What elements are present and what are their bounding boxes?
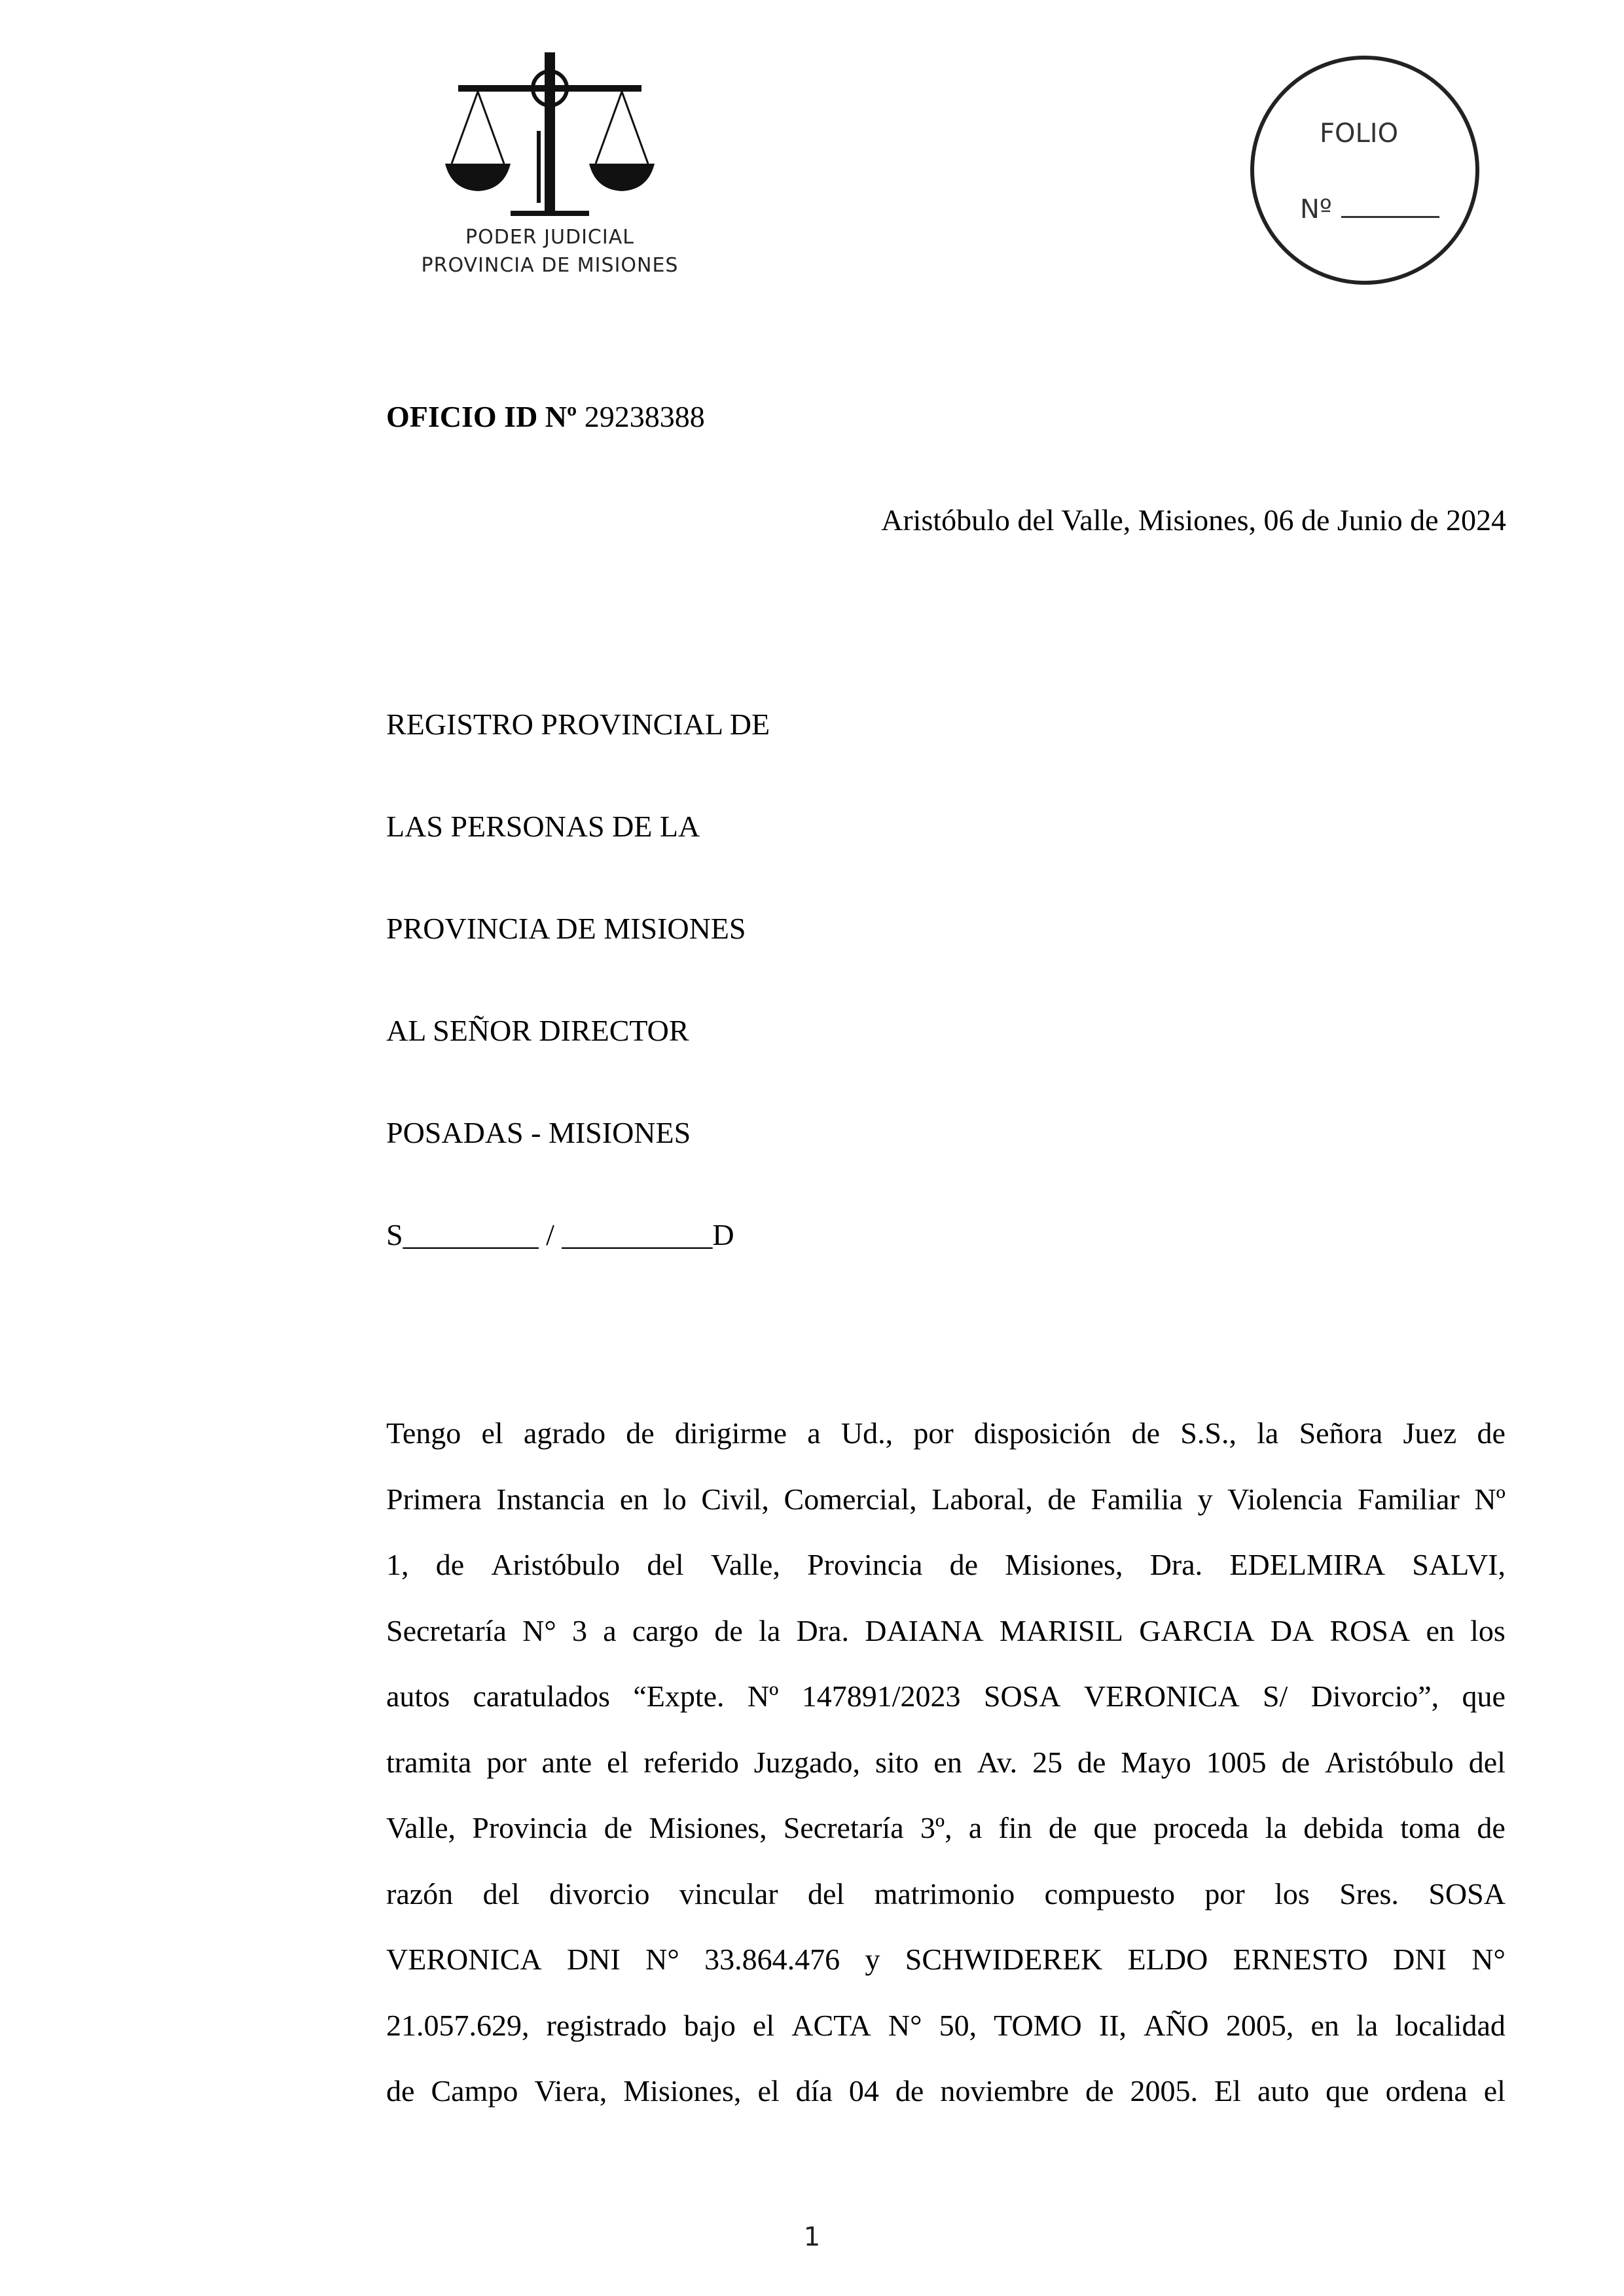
body-line: de Campo Viera, Misiones, el día 04 de noviembre de 2005. El auto que ordena el — [386, 2074, 1506, 2108]
address-line: POSADAS - MISIONES — [386, 1116, 691, 1149]
body-line: VERONICA DNI N° 33.864.476 y SCHWIDEREK ELDO ERNESTO DNI N° — [386, 1943, 1506, 1976]
body-line: 21.057.629, registrado bajo el ACTA N° 50, TOMO II, AÑO 2005, en la localidad — [386, 2008, 1506, 2042]
oficio-id — [386, 399, 705, 434]
body-line: autos caratulados “Expte. Nº 147891/2023 SOSA VERONICA S/ Divorcio”, que — [386, 1679, 1506, 1713]
body-paragraph — [386, 1414, 1506, 2138]
address-line: LAS PERSONAS DE LA — [386, 810, 700, 843]
body-line: 1, de Aristóbulo del Valle, Provincia de Misiones, Dra. EDELMIRA SALVI, — [386, 1548, 1506, 1581]
logo-line-provincia: PROVINCIA DE MISIONES — [421, 254, 679, 277]
body-line: Primera Instancia en lo Civil, Comercial, Laboral, de Familia y Violencia Familiar Nº — [386, 1482, 1506, 1516]
folio-number-field — [1300, 194, 1439, 224]
date-line: Aristóbulo del Valle, Misiones, 06 de Junio de 2024 — [881, 503, 1506, 537]
scales-of-justice-icon — [432, 39, 668, 223]
folio-stamp — [1250, 56, 1479, 285]
body-line: tramita por ante el referido Juzgado, sito en Av. 25 de Mayo 1005 de Aristóbulo del — [386, 1745, 1506, 1779]
oficio-label: OFICIO ID Nº — [386, 400, 577, 433]
address-line: REGISTRO PROVINCIAL DE — [386, 708, 770, 741]
folio-label: FOLIO — [1320, 118, 1399, 149]
address-salutation: S_________ / __________D — [386, 1218, 734, 1251]
body-line: Valle, Provincia de Misiones, Secretaría 3º, a fin de que proceda la debida toma de — [386, 1811, 1506, 1844]
address-line: PROVINCIA DE MISIONES — [386, 912, 746, 945]
oficio-number: 29238388 — [584, 400, 705, 433]
logo-line-poder-judicial: PODER JUDICIAL — [465, 226, 634, 249]
body-line: razón del divorcio vincular del matrimonio compuesto por los Sres. SOSA — [386, 1876, 1506, 1910]
body-line: Tengo el agrado de dirigirme a Ud., por disposición de S.S., la Señora Juez de — [386, 1416, 1506, 1450]
folio-number-label: Nº — [1300, 194, 1332, 224]
address-line: AL SEÑOR DIRECTOR — [386, 1014, 689, 1047]
judicial-logo — [406, 39, 694, 295]
page-number: 1 — [803, 2222, 821, 2252]
folio-number-blank — [1341, 194, 1439, 218]
body-line: Secretaría N° 3 a cargo de la Dra. DAIANA MARISIL GARCIA DA ROSA en los — [386, 1613, 1506, 1647]
